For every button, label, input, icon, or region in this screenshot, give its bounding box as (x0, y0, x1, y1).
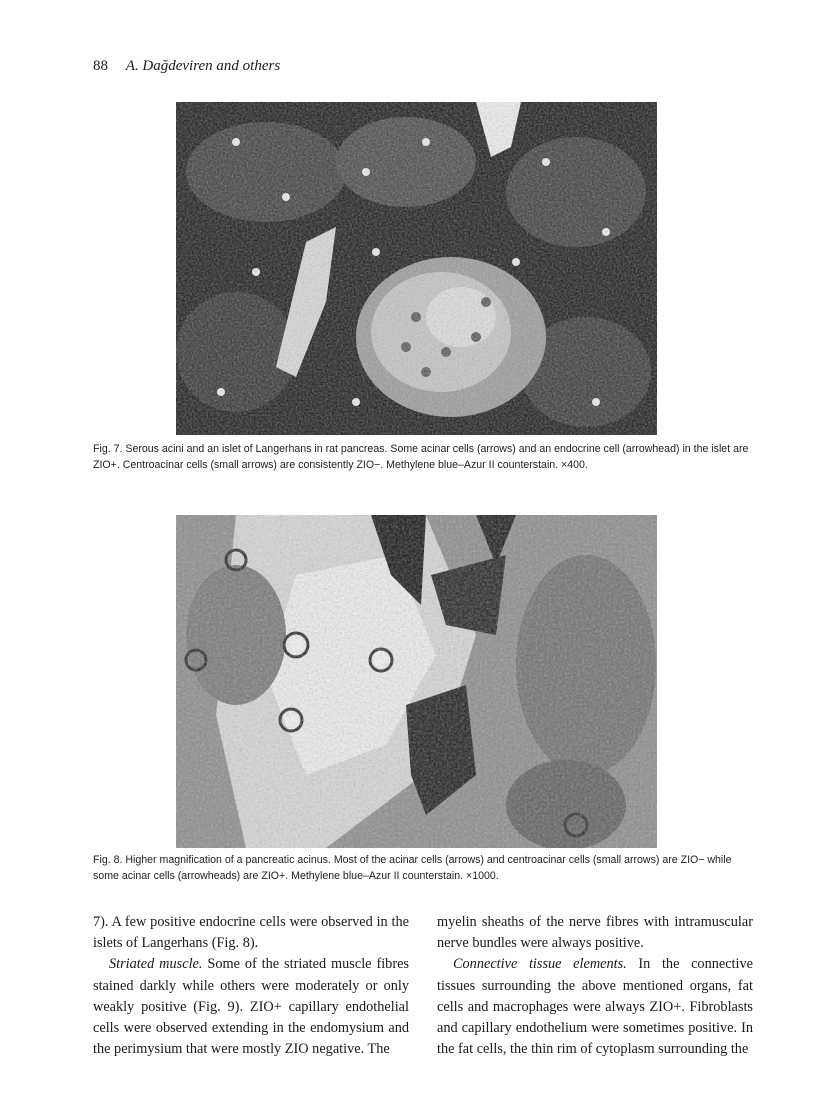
figure-7-image (176, 102, 657, 435)
section-heading-connective-tissue: Connective tissue elements. (453, 956, 627, 973)
running-header (93, 58, 280, 75)
running-title-authors: A. Dağdeviren and others (125, 58, 281, 74)
paragraph-striated-muscle (93, 954, 409, 1060)
body-column-left (93, 912, 409, 1060)
page-number: 88 (93, 58, 108, 74)
figure-7-caption: Fig. 7. Serous acini and an islet of Langerhans in rat pancreas. Some acinar cells (arrows) and an endocrine cell (arrowhead) in the islet are ZIO+. Centroacinar cells (small arrows) are consistently ZIO−. Methylene blue–Azur II counterstain. ×400. (93, 443, 749, 471)
figure-8-caption: Fig. 8. Higher magnification of a pancreatic acinus. Most of the acinar cells (arrows) and centroacinar cells (small arrows) are ZIO− while some acinar cells (arrowheads) are ZIO+. Methylene blue–Azur II counterstain. ×1000. (93, 854, 732, 882)
paragraph: 7). A few positive endocrine cells were observed in the islets of Langerhans (Fig. 8). (93, 914, 409, 952)
section-heading-striated-muscle: Striated muscle. (109, 956, 203, 973)
figure-7-micrograph (176, 102, 657, 435)
body-column-right (437, 912, 753, 1060)
paragraph-text: Some of the striated muscle fibres stained darkly while others were moderately or only weakly positive (Fig. 9). ZIO+ capillary endothelial cells were observed extending in the endomysium and the perimysium that were mostly ZIO negative. The (93, 956, 409, 1058)
figure-8-image (176, 515, 657, 848)
paragraph-connective-tissue (437, 954, 753, 1060)
figure-8-micrograph (176, 515, 657, 848)
paragraph: myelin sheaths of the nerve fibres with intramuscular nerve bundles were always positive. (437, 914, 753, 952)
paragraph-text: In the connective tissues surrounding the above mentioned organs, fat cells and macrophages were always ZIO+. Fibroblasts and capillary endothelium were sometimes positive. In the fat cells, the thin rim of cytoplasm surrounding the (437, 956, 753, 1058)
